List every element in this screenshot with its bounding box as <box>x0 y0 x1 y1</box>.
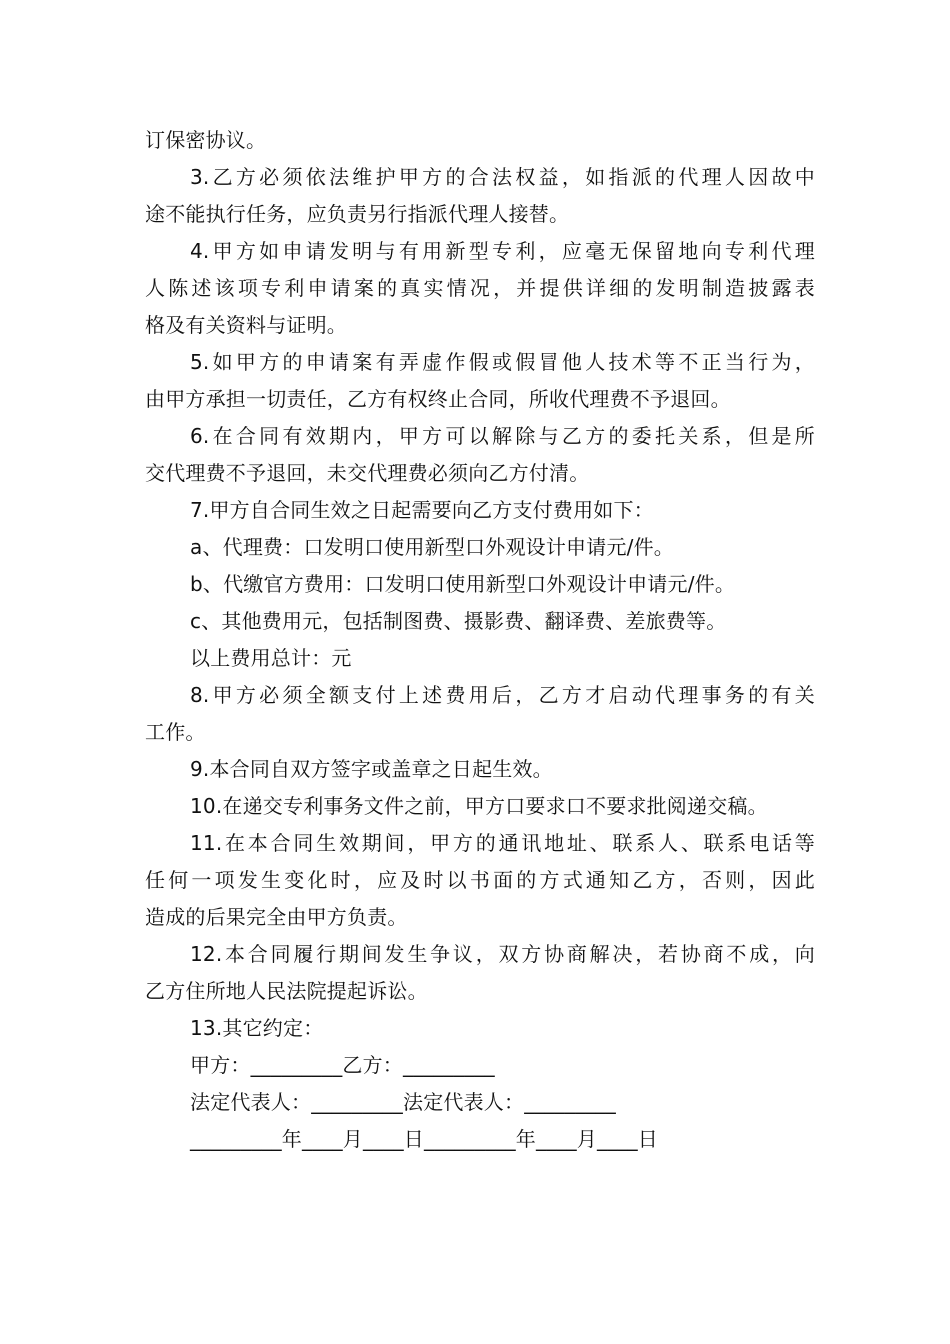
text-line: 13.其它约定： <box>190 1016 324 1040</box>
text-line: 6.在合同有效期内，甲方可以解除与乙方的委托关系，但是所 <box>190 424 815 448</box>
text-line: 途不能执行任务，应负责另行指派代理人接替。 <box>145 202 570 226</box>
text-line: 11.在本合同生效期间，甲方的通讯地址、联系人、联系电话等 <box>190 831 815 855</box>
text-line: _________年____月____日_________年____月____日 <box>190 1127 658 1151</box>
text-line: 12.本合同履行期间发生争议，双方协商解决，若协商不成，向 <box>190 942 815 966</box>
text-line: 10.在递交专利事务文件之前，甲方口要求口不要求批阅递交稿。 <box>190 794 768 818</box>
text-line: 7.甲方自合同生效之日起需要向乙方支付费用如下： <box>190 498 654 522</box>
text-line: 以上费用总计：元 <box>190 646 352 670</box>
text-line: 工作。 <box>145 720 206 744</box>
text-line: 9.本合同自双方签字或盖章之日起生效。 <box>190 757 553 781</box>
text-line: a、代理费：口发明口使用新型口外观设计申请元/件。 <box>190 535 674 559</box>
text-line: 3.乙方必须依法维护甲方的合法权益，如指派的代理人因故中 <box>190 165 815 189</box>
text-line: 造成的后果完全由甲方负责。 <box>145 905 408 929</box>
text-line: 法定代表人：_________法定代表人：_________ <box>190 1090 616 1114</box>
text-line: 订保密协议。 <box>145 128 267 152</box>
text-line: 乙方住所地人民法院提起诉讼。 <box>145 979 428 1003</box>
text-line: 4.甲方如申请发明与有用新型专利，应毫无保留地向专利代理 <box>190 239 815 263</box>
text-line: 交代理费不予退回，未交代理费必须向乙方付清。 <box>145 461 590 485</box>
text-line: 人陈述该项专利申请案的真实情况，并提供详细的发明制造披露表 <box>145 276 815 300</box>
text-line: 甲方：_________乙方：_________ <box>190 1053 495 1077</box>
text-line: 由甲方承担一切责任，乙方有权终止合同，所收代理费不予退回。 <box>145 387 731 411</box>
text-line: 5.如甲方的申请案有弄虚作假或假冒他人技术等不正当行为， <box>190 350 815 374</box>
text-line: 任何一项发生变化时，应及时以书面的方式通知乙方，否则，因此 <box>145 868 815 892</box>
text-line: c、其他费用元，包括制图费、摄影费、翻译费、差旅费等。 <box>190 609 727 633</box>
text-line: 格及有关资料与证明。 <box>145 313 347 337</box>
text-line: 8.甲方必须全额支付上述费用后，乙方才启动代理事务的有关 <box>190 683 815 707</box>
text-line: b、代缴官方费用：口发明口使用新型口外观设计申请元/件。 <box>190 572 736 596</box>
